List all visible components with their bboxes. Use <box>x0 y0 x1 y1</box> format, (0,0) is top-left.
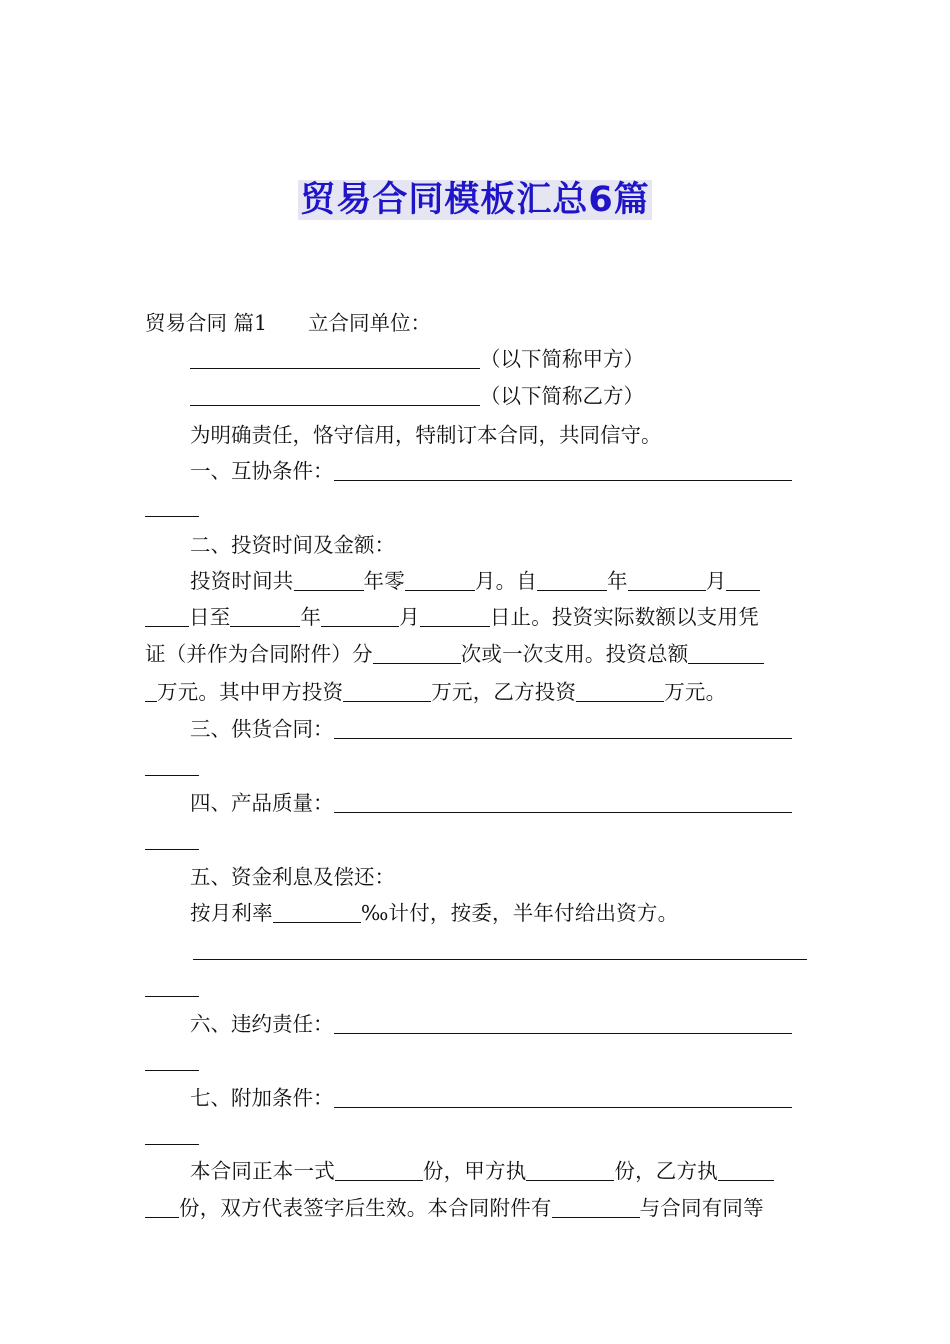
start-day-blank-a[interactable] <box>726 570 760 591</box>
document-title <box>0 176 950 224</box>
months-blank[interactable] <box>405 570 475 591</box>
section-6-blank-end[interactable] <box>145 1050 199 1071</box>
section-5-label: 五、资金利息及偿还： <box>190 865 395 889</box>
party-b-label: （以下简称乙方） <box>480 384 644 408</box>
party-a-blank[interactable] <box>190 348 480 369</box>
section-7-blank-end[interactable] <box>145 1124 199 1145</box>
section-2-line <box>145 532 810 558</box>
years-blank[interactable] <box>294 570 364 591</box>
section-1-label: 一、互协条件： <box>190 459 334 483</box>
section-1-continuation <box>145 494 810 520</box>
investment-text-5: 月 <box>705 569 727 593</box>
document-title-text: 贸易合同模板汇总6篇 <box>300 180 650 220</box>
total-amount-blank-b[interactable] <box>145 681 157 702</box>
interest-extra-blank[interactable] <box>193 939 807 960</box>
section-3-blank-end[interactable] <box>145 755 199 776</box>
start-day-blank-b[interactable] <box>145 606 189 627</box>
section-3-blank[interactable] <box>334 718 792 739</box>
section-7-line <box>145 1085 810 1111</box>
copies-text-4: 份，双方代表签字后生效。本合同附件有 <box>179 1196 552 1220</box>
preamble-text: 为明确责任，恪守信用，特制订本合同，共同信守。 <box>190 423 662 447</box>
investment-line-3 <box>145 641 810 667</box>
investment-text-13: 万元，乙方投资 <box>431 680 577 704</box>
party-b-blank[interactable] <box>190 385 480 406</box>
section-1-blank[interactable] <box>334 460 792 481</box>
party-b-line <box>145 383 810 409</box>
investment-text-6: 日至 <box>189 605 231 629</box>
section-4-continuation <box>145 827 810 853</box>
investment-text-7: 年 <box>300 605 322 629</box>
end-year-blank[interactable] <box>230 606 300 627</box>
section-4-line <box>145 790 810 816</box>
section-6-continuation <box>145 1048 810 1074</box>
copies-total-blank[interactable] <box>335 1160 423 1181</box>
section-7-continuation <box>145 1122 810 1148</box>
preamble-line <box>145 422 810 448</box>
section-4-label: 四、产品质量： <box>190 791 334 815</box>
start-year-blank[interactable] <box>537 570 607 591</box>
party-a-label: （以下简称甲方） <box>480 347 644 371</box>
copies-text-3: 份，乙方执 <box>614 1159 718 1183</box>
section-1-line <box>145 458 810 484</box>
investment-line-4 <box>145 679 810 705</box>
contract-heading: 贸易合同 篇1 立合同单位： <box>145 311 432 335</box>
investment-text-10: 证（并作为合同附件）分 <box>145 642 373 666</box>
interest-extra-blank-end[interactable] <box>145 976 199 997</box>
investment-text-1: 投资时间共 <box>190 569 294 593</box>
section-7-blank[interactable] <box>334 1087 792 1108</box>
section-4-blank-end[interactable] <box>145 829 199 850</box>
section-7-label: 七、附加条件： <box>190 1086 334 1110</box>
copies-text-2: 份，甲方执 <box>422 1159 527 1183</box>
copies-line-2 <box>145 1195 810 1221</box>
section-3-continuation <box>145 753 810 779</box>
contract-heading-line <box>145 310 810 336</box>
copies-party-b-blank-b[interactable] <box>145 1197 179 1218</box>
copies-text-5: 与合同有同等 <box>639 1196 764 1220</box>
copies-text-1: 本合同正本一式 <box>190 1159 335 1183</box>
investment-line-2 <box>145 604 810 630</box>
total-amount-blank-a[interactable] <box>688 643 764 664</box>
end-day-blank[interactable] <box>420 606 490 627</box>
section-3-line <box>145 716 810 742</box>
interest-continuation <box>145 974 810 1000</box>
end-month-blank[interactable] <box>321 606 399 627</box>
investment-text-9: 日止。投资实际数额以支用凭 <box>489 605 759 629</box>
section-6-line <box>145 1011 810 1037</box>
interest-text-2: ‰计付，按委，半年付给出资方。 <box>360 901 679 925</box>
interest-rate-blank[interactable] <box>273 902 361 923</box>
interest-text-1: 按月利率 <box>190 901 273 925</box>
section-5-line <box>145 864 810 890</box>
section-6-label: 六、违约责任： <box>190 1012 334 1036</box>
section-6-blank[interactable] <box>334 1013 792 1034</box>
investment-text-8: 月 <box>399 605 420 629</box>
start-month-blank[interactable] <box>628 570 706 591</box>
investment-line-1 <box>145 568 810 594</box>
section-3-label: 三、供货合同： <box>190 717 334 741</box>
investment-text-2: 年零 <box>363 569 405 593</box>
copies-party-b-blank-a[interactable] <box>718 1160 774 1181</box>
interest-line <box>145 900 810 926</box>
investment-text-3: 月。自 <box>474 569 538 593</box>
party-a-line <box>145 346 810 372</box>
investment-text-14: 万元。 <box>664 680 727 704</box>
section-1-blank-end[interactable] <box>145 496 199 517</box>
installments-blank[interactable] <box>373 643 461 664</box>
investment-text-12: 万元。其中甲方投资 <box>157 680 344 704</box>
copies-party-a-blank[interactable] <box>526 1160 614 1181</box>
section-4-blank[interactable] <box>334 792 792 813</box>
party-a-investment-blank[interactable] <box>343 681 431 702</box>
investment-text-4: 年 <box>607 569 628 593</box>
attachments-blank[interactable] <box>552 1197 640 1218</box>
investment-text-11: 次或一次支用。投资总额 <box>460 642 689 666</box>
section-2-label: 二、投资时间及金额： <box>190 533 395 557</box>
interest-blank-line <box>145 937 810 963</box>
party-b-investment-blank[interactable] <box>576 681 664 702</box>
copies-line-1 <box>145 1158 810 1184</box>
